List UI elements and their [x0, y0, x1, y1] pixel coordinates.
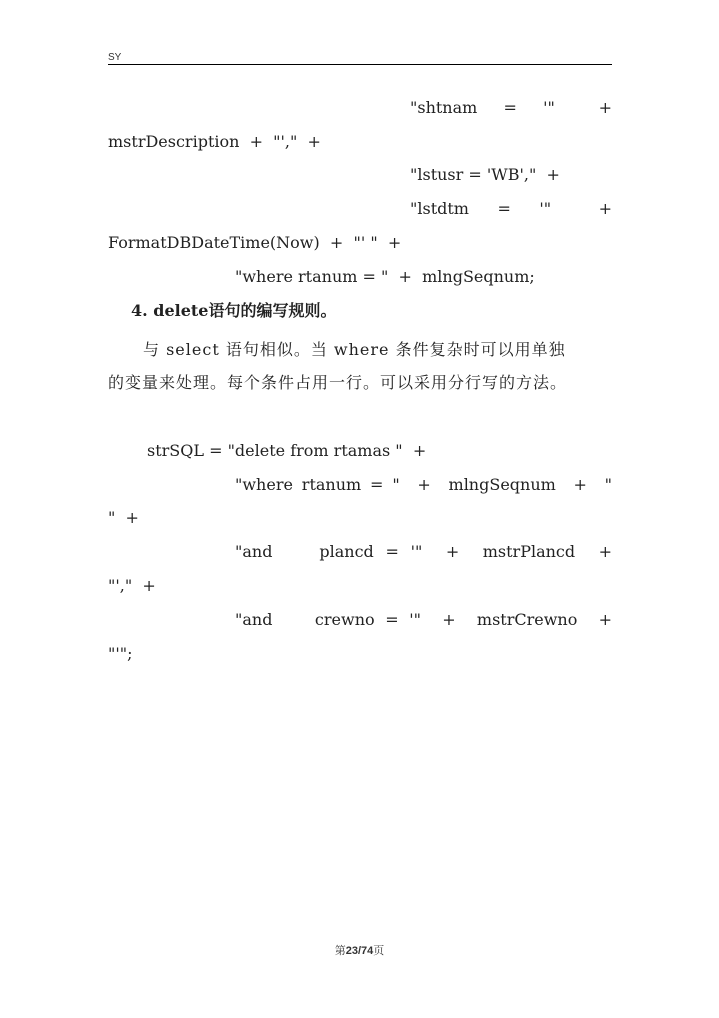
code-line: strSQL = "delete from rtamas " + — [147, 441, 427, 460]
page-header-rule — [108, 64, 612, 65]
code-line: "shtnam = '" + — [410, 98, 612, 117]
code-line: "lstdtm = '" + — [410, 199, 612, 218]
paragraph-line: 与 select 语句相似。当 where 条件复杂时可以用单独 — [143, 340, 566, 359]
code-line: "and plancd = '" + mstrPlancd + — [235, 542, 612, 561]
code-line: FormatDBDateTime(Now) + "' " + — [108, 233, 402, 252]
page-footer — [0, 942, 719, 958]
section-heading: 4. delete语句的编写规则。 — [131, 301, 337, 320]
code-line: "where rtanum = " + mlngSeqnum + " — [235, 475, 612, 494]
footer-prefix: 第 — [334, 945, 346, 957]
code-line: mstrDescription + "'," + — [108, 132, 321, 151]
code-line: " + — [108, 508, 139, 527]
page-number: 23/74 — [345, 945, 374, 957]
code-line: "'," + — [108, 576, 156, 595]
code-line: "'"; — [108, 644, 133, 663]
footer-suffix: 页 — [373, 945, 385, 957]
paragraph-line: 的变量来处理。每个条件占用一行。可以采用分行写的方法。 — [108, 373, 568, 392]
code-line: "and crewno = '" + mstrCrewno + — [235, 610, 612, 629]
code-line: "lstusr = 'WB'," + — [410, 165, 560, 184]
code-line: "where rtanum = " + mlngSeqnum; — [235, 267, 535, 286]
page-header-label: SY — [108, 52, 122, 63]
